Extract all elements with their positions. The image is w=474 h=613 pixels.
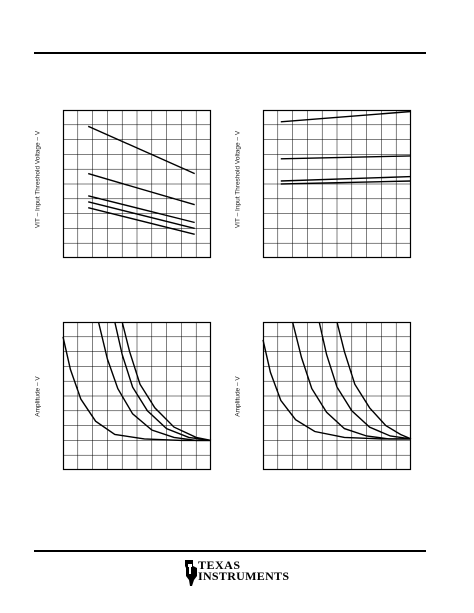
series-line-5 xyxy=(88,208,195,235)
chart-1 xyxy=(63,110,211,258)
series-line-4 xyxy=(88,202,195,229)
chart-3 xyxy=(63,322,211,470)
series-line-2 xyxy=(281,156,411,159)
footer-rule xyxy=(34,550,426,552)
chart-4 xyxy=(263,322,411,470)
brand-line-1: TEXAS xyxy=(198,558,241,572)
series-line-3 xyxy=(281,177,411,181)
chart-4-ylabel: Amplitude – V xyxy=(234,376,242,417)
chart-1-ylabel: VIT – Input Threshold Voltage – V xyxy=(34,130,42,229)
header-rule xyxy=(34,52,426,54)
chart-2 xyxy=(263,110,411,258)
series-line-1 xyxy=(88,126,195,173)
series-line-4 xyxy=(281,181,411,184)
chart-2-ylabel: VIT – Input Threshold Voltage – V xyxy=(234,130,242,229)
chart-3-ylabel: Amplitude – V xyxy=(34,376,42,417)
series-line-4 xyxy=(337,322,411,439)
brand-line-2: INSTRUMENTS xyxy=(198,569,290,583)
series-line-3 xyxy=(319,322,411,439)
series-line-1 xyxy=(281,112,411,122)
ti-wordmark xyxy=(198,560,289,582)
ti-logo-icon xyxy=(183,558,199,588)
